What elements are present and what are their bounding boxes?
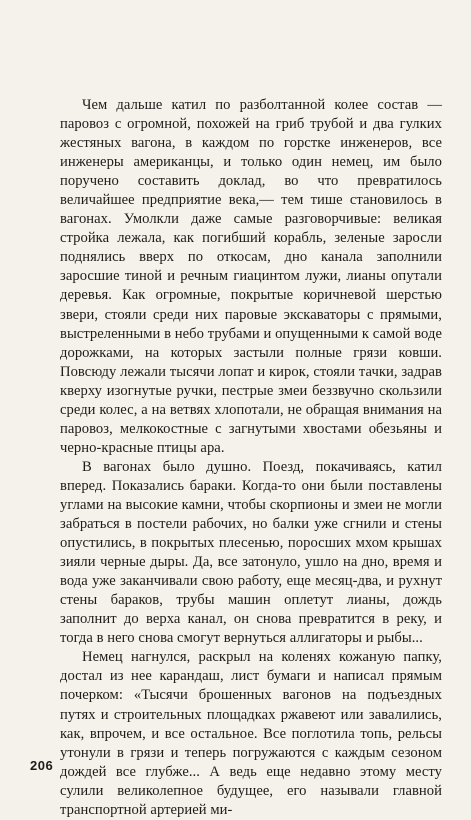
page-number: 206 (30, 758, 54, 773)
paragraph-3: Немец нагнулся, раскрыл на коленях кожаную папку, достал из нее карандаш, лист бумаги и написал прямым почерком: «Тысячи брошенных вагонов на подъездных путях и строительных площадках ржавеют или завалились, как, впрочем, и все остальное. Все поглотила топь, рельсы утонули в грязи и теперь погружаются с каждым сезоном дождей все глубже... А ведь еще недавно этому месту сулили великолепное будущее, его называли главной транспортной артерией ми- (60, 649, 442, 818)
paragraph-1: Чем дальше катил по разболтанной колее состав — паровоз с огромной, похожей на гриб трубой и два гулких жестяных вагона, в каждом по горстке инженеров, все инженеры американцы, и только один немец, им было поручено составить доклад, во что превратилось величайшее предприятие века,— тем тише становилось в вагонах. Умолкли даже самые разговорчивые: великая стройка лежала, как погибший корабль, зеленые заросли поднялись вверх по откосам, дно канала заполнили заросшие тиной и речным гиацинтом лужи, лианы опутали деревья. Как огромные, покрытые коричневой шерстью звери, стояли среди них паровые экскаваторы с прямыми, выстреленными в небо трубами и опущенными к самой воде дорожками, на которых застыли полные грязи ковши. Повсюду лежали тысячи лопат и кирок, стояли тачки, задрав кверху изогнутые ручки, пестрые змеи беззвучно скользили среди колес, а на ветвях хлопотали, не обращая внимания на паровоз, мелкокостные с загнутыми хвостами обезьяны и черно-красные птицы ара. (60, 97, 442, 456)
paragraph-2: В вагонах было душно. Поезд, покачиваясь, катил вперед. Показались бараки. Когда-то они были поставлены углами на высокие камни, чтобы скорпионы и змеи не могли забраться в постели рабочих, но балки уже сгнили и стены опустились, в покрытых плесенью, поросших мхом крышах зияли черные дыры. Да, все затонуло, ушло на дно, время и вода уже заканчивали свою работу, еще месяц-два, и рухнут стены бараков, трубы машин оплетут лианы, дождь заполнит до верха канал, он снова превратится в реку, и тогда в него снова смогут вернуться аллигаторы и рыбы... (60, 458, 442, 647)
body-text (60, 96, 442, 820)
